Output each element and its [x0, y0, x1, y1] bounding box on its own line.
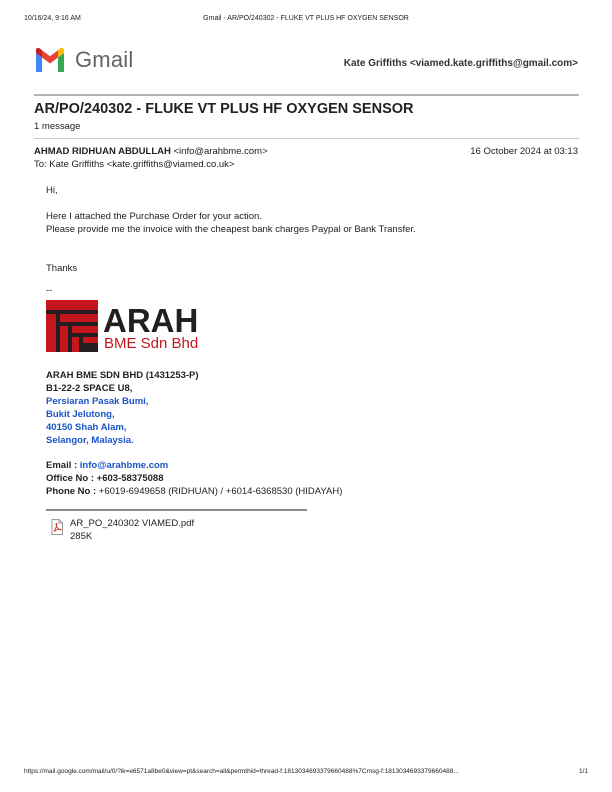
signature-separator: -- — [46, 285, 53, 296]
attachment-name[interactable]: AR_PO_240302 VIAMED.pdf — [70, 518, 195, 529]
print-datetime: 10/16/24, 9:16 AM — [24, 15, 81, 22]
email-label: Email : — [46, 460, 80, 471]
thread-subject: AR/PO/240302 - FLUKE VT PLUS HF OXYGEN SENSOR — [34, 101, 414, 117]
sender — [34, 146, 268, 157]
attachment-divider — [46, 509, 307, 511]
subject-divider — [34, 138, 579, 139]
gmail-logo[interactable] — [34, 47, 133, 73]
signature-office: Office No : +603-58375088 — [46, 473, 164, 484]
sign-off: Thanks — [46, 263, 78, 274]
attachment-size: 285K — [70, 531, 93, 542]
greeting: Hi, — [46, 185, 58, 196]
signature-address-3[interactable]: Bukit Jelutong, — [46, 409, 115, 420]
signature-address-2[interactable]: Persiaran Pasak Bumi, — [46, 396, 149, 407]
signature-phone — [46, 486, 342, 497]
pdf-file-icon[interactable] — [51, 519, 63, 535]
body-line-1: Here I attached the Purchase Order for your action. — [46, 211, 262, 222]
phone-label: Phone No : — [46, 486, 99, 497]
print-title: Gmail - AR/PO/240302 - FLUKE VT PLUS HF OXYGEN SENSOR — [203, 15, 409, 22]
arah-bme-logo — [46, 300, 218, 352]
header-divider — [34, 94, 579, 96]
signature-address-4[interactable]: 40150 Shah Alam, — [46, 422, 127, 433]
gmail-wordmark: Gmail — [75, 47, 134, 72]
sender-name: AHMAD RIDHUAN ABDULLAH — [34, 146, 171, 157]
message-date: 16 October 2024 at 03:13 — [470, 146, 578, 157]
signature-address-1: B1-22-2 SPACE U8, — [46, 383, 133, 394]
sender-email: <info@arahbme.com> — [173, 146, 268, 157]
logo-subtitle: BME Sdn Bhd — [104, 335, 199, 352]
signature-email-link[interactable]: info@arahbme.com — [79, 460, 169, 471]
account-label: Kate Griffiths <viamed.kate.griffiths@gmail.com> — [343, 58, 578, 69]
gmail-m-icon — [34, 48, 66, 72]
print-url: https://mail.google.com/mail/u/0/?ik=e6571a8be0&view=pt&search=all&permthid=thread-f:1813034693379660488%7Cmsg-f:1813034693379660488... — [24, 768, 459, 775]
signature-company: ARAH BME SDN BHD (1431253-P) — [46, 370, 199, 381]
signature-email-row — [46, 460, 168, 471]
message-count: 1 message — [34, 121, 81, 132]
body-line-2: Please provide me the invoice with the cheapest bank charges Paypal or Bank Transfer. — [46, 224, 416, 235]
logo-word: ARAH — [103, 302, 199, 339]
phone-value: +6019-6949658 (RIDHUAN) / +6014-6368530 (HIDAYAH) — [98, 486, 343, 497]
print-page-number: 1/1 — [578, 768, 588, 775]
recipient: To: Kate Griffiths <kate.griffiths@viamed.co.uk> — [34, 159, 235, 170]
signature-address-5[interactable]: Selangor, Malaysia. — [46, 435, 134, 446]
